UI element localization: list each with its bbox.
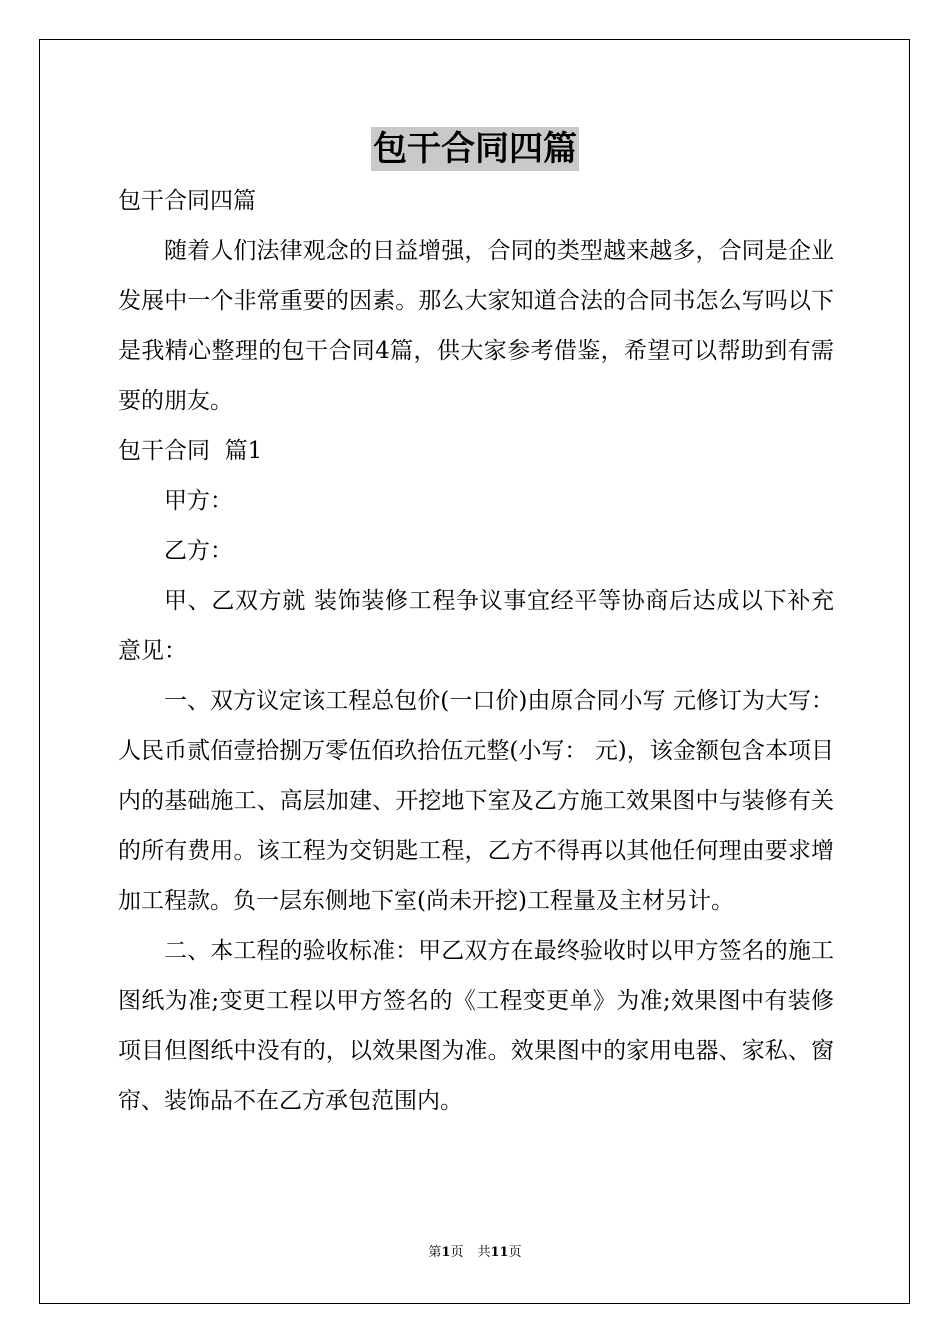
document-body: [118, 176, 834, 1126]
page-footer: [0, 1244, 950, 1262]
footer-total-suffix: 页: [508, 1245, 522, 1260]
clause-1-paragraph: 一、双方议定该工程总包价(一口价)由原合同小写 元修订为大写：人民币贰佰壹拾捌万零伍佰玖拾伍元整(小写： 元)，该金额包含本项目内的基础施工、高层加建、开挖地下室及乙方施工效果图中与装修有关的所有费用。该工程为交钥匙工程，乙方不得再以其他任何理由要求增加工程款。负一层东侧地下室(尚未开挖)工程量及主材另计。: [118, 688, 834, 914]
footer-page-suffix: 页: [450, 1245, 464, 1260]
clause-2-paragraph: 二、本工程的验收标准：甲乙双方在最终验收时以甲方签名的施工图纸为准;变更工程以甲方签名的《工程变更单》为准;效果图中有装修项目但图纸中没有的，以效果图为准。效果图中的家用电器、家私、窗帘、装饰品不在乙方承包范围内。: [118, 938, 834, 1114]
party-b-line: 乙方：: [164, 538, 233, 564]
title-container: [0, 127, 950, 171]
subtitle: 包干合同四篇: [118, 188, 256, 214]
preamble-paragraph: 甲、乙双方就 装饰装修工程争议事宜经平等协商后达成以下补充意见：: [118, 588, 834, 664]
document-title: 包干合同四篇: [373, 129, 577, 169]
footer-page-number: 1: [441, 1245, 451, 1260]
footer-page-prefix: 第: [428, 1245, 442, 1260]
footer-total-pages: 11: [490, 1245, 509, 1260]
party-a-line: 甲方：: [164, 488, 233, 514]
section-heading: 包干合同 篇1: [118, 438, 263, 464]
footer-total-prefix: 共: [477, 1245, 491, 1260]
intro-paragraph: 随着人们法律观念的日益增强，合同的类型越来越多，合同是企业发展中一个非常重要的因素。那么大家知道合法的合同书怎么写吗以下是我精心整理的包干合同4篇，供大家参考借鉴，希望可以帮助到有需要的朋友。: [118, 238, 834, 414]
